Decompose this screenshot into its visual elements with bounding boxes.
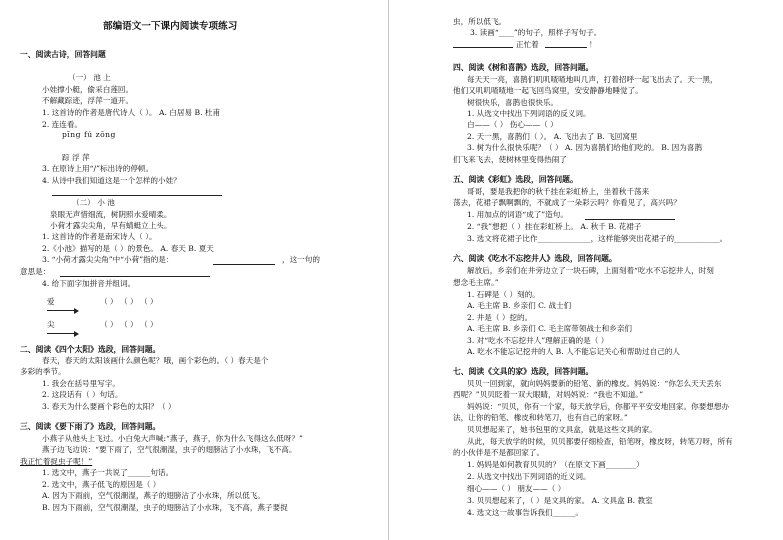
continued-line-1: 虫，所以低飞。: [453, 17, 507, 26]
poem-2-title: （二） 小 池: [72, 198, 115, 207]
question-7-2: 2. 从选文中找出下列词语的近义词。: [467, 472, 591, 481]
word-group-char-2: 尖: [47, 320, 55, 329]
question-6-3-options: A. 吃水不能忘记挖井的人 B. 人不能忘记关心和帮助过自己的人: [467, 347, 680, 356]
section-7-para-1: 贝贝一回到家，就向妈妈要新的铅笔、新的橡皮。妈妈说：“你怎么天天丢东: [467, 379, 722, 388]
answer-line: [585, 219, 675, 220]
section-2-para-1: 春天，春天的太阳该画什么颜色呢？哦，画个彩色的。（ ）春天是个: [42, 356, 269, 365]
question-4-1: 1. 从选文中找出下列词语的反义词。: [467, 109, 591, 118]
arrow-icon: [47, 310, 77, 311]
section-3-para-3: 我正忙着捉虫子呢！”: [20, 457, 93, 466]
section-2-heading: 二、阅读《四个太阳》选段，回答问题。: [20, 345, 161, 354]
section-7-para-7: 的小伙伴是不是都回家了。: [453, 448, 545, 457]
answer-line: [213, 264, 275, 265]
question-3-3: 3. 读画“____”的句子，照样子写句子。: [470, 28, 602, 37]
question-5-3: 3. 选文将花裙子比作______________，这样能够突出花裙子的____________。: [467, 234, 728, 243]
question-4-3: 3. 树为什么很快乐呢？（ ） A. 因为喜鹊们给他们吃的。 B. 因为喜鹊: [467, 143, 703, 152]
question-1-1: 1. 这首诗的作者是唐代诗人（ ）。 A. 白居易 B. 杜甫: [42, 108, 221, 117]
section-6-heading: 六、阅读《吃水不忘挖井人》选段，回答问题。: [453, 254, 617, 263]
section-3-para-2: 燕子边飞边说：“要下雨了，空气很潮湿，虫子的翅膀沾了小水珠，飞不高。: [42, 445, 297, 454]
section-7-heading: 七、阅读《文具的家》选段，回答问题。: [453, 367, 594, 376]
section-7-para-6: 从此，每天放学的时候，贝贝都要仔细检查，铅笔呀，橡皮呀，转笔刀呀，所有: [467, 437, 733, 446]
question-4-2: 2. 天一黑，喜鹊们（ ）。 A. 飞出去了 B. 飞回窝里: [467, 132, 638, 141]
section-7-para-5: 贝贝想起来了，她书包里的文具盒，就是这些文具的家。: [467, 425, 657, 434]
section-4-heading: 四、阅读《树和喜鹊》选段，回答问题。: [453, 63, 594, 72]
question-1-3: 3. 在原诗上用“/”标出诗的停顿。: [42, 164, 154, 173]
section-4-para-2: 他们又叽叽喳喳地一起飞回鸟窝里，安安静静地睡觉了。: [453, 86, 643, 95]
poem-1-line-2: 不解藏踪迹，浮萍一道开。: [42, 96, 134, 105]
question-3-3-prompt: 正忙着: [516, 40, 539, 49]
question-7-1: 1. 妈妈是如何教育贝贝的？（在原文下画________）: [467, 460, 644, 469]
question-3-2-option-a: A. 因为下雨前，空气很潮湿，燕子的翅膀沾了小水珠，所以低飞。: [42, 491, 265, 500]
question-7-2-items: 细心——（ ） 朋友——（ ）: [467, 484, 566, 493]
section-5-heading: 五、阅读《彩虹》选段，回答问题。: [453, 175, 578, 184]
section-1-heading: 一、阅读古诗，回答问题: [20, 50, 106, 59]
arrow-icon: [47, 333, 77, 334]
section-4-para-3: 树很快乐，喜鹊也很快乐。: [467, 98, 559, 107]
section-7-para-3: 妈妈说：“贝贝，你有一个家，每天放学后，你都平平安安地回家。你要想想办: [467, 402, 730, 411]
poem-2-question-3a: 3. “小荷才露尖尖角”中“小荷”指的是：: [42, 255, 174, 264]
paren-row-2: （ ） （ ） （ ）: [100, 320, 158, 329]
question-6-2-options: A. 毛主席 B. 乡亲们 C. 毛主席带领战士和乡亲们: [467, 324, 633, 333]
question-3-2-option-b: B. 因为下雨前，空气很潮湿，虫子的翅膀沾了小水珠，飞不高，燕子要捉: [42, 503, 288, 512]
question-2-3: 3. 春天为什么要画个彩色的太阳？（ ）: [42, 402, 176, 411]
section-3-para-1: 小燕子从他头上飞过。小白兔大声喊:“燕子，燕子，你为什么飞得这么低呀？”: [42, 434, 303, 443]
section-7-para-4: 法，让你的铅笔、橡皮和转笔刀，也有自己的家呀。”: [453, 413, 628, 422]
page-divider: [388, 0, 389, 540]
question-6-1-options: A. 毛主席 B. 乡亲们 C. 战士们: [467, 301, 572, 310]
section-6-para-2: 想念毛主席。”: [453, 278, 499, 287]
answer-line: [60, 276, 210, 277]
answer-line: [545, 47, 587, 48]
poem-2-question-2: 2.《小池》描写的是（ ）的景色。 A. 春天 B. 夏天: [42, 244, 214, 253]
section-2-para-2: 多彩的季节。: [20, 367, 66, 376]
question-3-3-end: ！: [589, 40, 597, 49]
poem-2-question-3c: 意思是：: [20, 267, 51, 276]
question-5-2: 2. “我”想把（ ）挂在彩虹桥上。 A. 秋千 B. 花裙子: [467, 222, 642, 231]
question-3-1: 1. 选文中，燕子一共说了______句话。: [42, 468, 174, 477]
section-3-heading: 三、阅读《要下雨了》选段，回答问题。: [20, 422, 161, 431]
poem-1-line-1: 小娃撑小艇，偷采白莲回。: [42, 85, 134, 94]
poem-1-title: （一） 池 上: [68, 73, 111, 82]
question-1-4: 4. 从诗中我们知道这是一个怎样的小娃？: [42, 176, 181, 185]
question-1-2: 2. 连连看。: [42, 120, 83, 129]
poem-2-line-2: 小荷才露尖尖角，早有蜻蜓立上头。: [50, 221, 172, 230]
section-6-para-1: 解放后，乡亲们在井旁边立了一块石碑，上面刻着“吃水不忘挖井人，时刻: [467, 266, 714, 275]
section-5-para-1: 哥哥，要是我把你的秋千挂在彩虹桥上，坐着秋千荡来: [467, 187, 650, 196]
word-group-char-1: 爱: [47, 297, 55, 306]
answer-line: [52, 195, 222, 196]
question-4-1-items: 白——（ ） 伤心——（ ）: [467, 120, 558, 129]
answer-line: [453, 47, 513, 48]
poem-2-question-1: 1. 这首诗的作者是南宋诗人（ ）。: [42, 232, 157, 241]
page-title: 部编语文一下课内阅读专项练习: [103, 21, 238, 32]
question-7-4: 4. 选文这一故事告诉我们______。: [467, 508, 583, 517]
section-7-para-2: 西呢？”贝贝眨着一双大眼睛，对妈妈说：“我也不知道。”: [453, 390, 644, 399]
question-6-3: 3. 对“吃水不忘挖井人”理解正确的是（ ）: [467, 336, 609, 345]
poem-2-question-3b: ，这一句的: [282, 255, 320, 264]
question-6-2: 2. 井是（ ）挖的。: [467, 313, 533, 322]
section-4-para-1: 每天天一亮，喜鹊们叽叽喳喳地叫几声，打着招呼一起飞出去了。天一黑，: [467, 75, 718, 84]
right-page: [395, 0, 783, 540]
question-6-1: 1. 石碑是（ ）刻的。: [467, 290, 540, 299]
section-5-para-2: 荡去，花裙子飘啊飘的，不就成了一朵彩云吗？你看见了，高兴吗？: [453, 198, 681, 207]
question-4-3-cont: 们飞来飞去，使树林里变得热闹了: [453, 155, 567, 164]
question-3-2: 2. 选文中，燕子低飞的原因是（ ）: [42, 480, 161, 489]
poem-2-question-4: 4. 给下面字加拼音并组词。: [42, 279, 136, 288]
pinyin-row: pīng fú zōng: [62, 130, 116, 139]
question-2-2: 2. 这段话有（ ）句话。: [42, 390, 123, 399]
question-2-1: 1. 我会在括号里写字。: [42, 379, 121, 388]
character-row: 踪 浮 萍: [62, 153, 90, 162]
question-5-1: 1. 用加点的词语“成了”造句。: [467, 210, 568, 219]
left-page: [0, 0, 383, 540]
question-7-3: 3. 贝贝想起来了，（ ）是文具的家。 A. 文具盒 B. 教室: [467, 496, 653, 505]
poem-2-line-1: 泉眼无声惜细流，树阴照水爱晴柔。: [50, 210, 172, 219]
paren-row-1: （ ） （ ） （ ）: [100, 297, 158, 306]
